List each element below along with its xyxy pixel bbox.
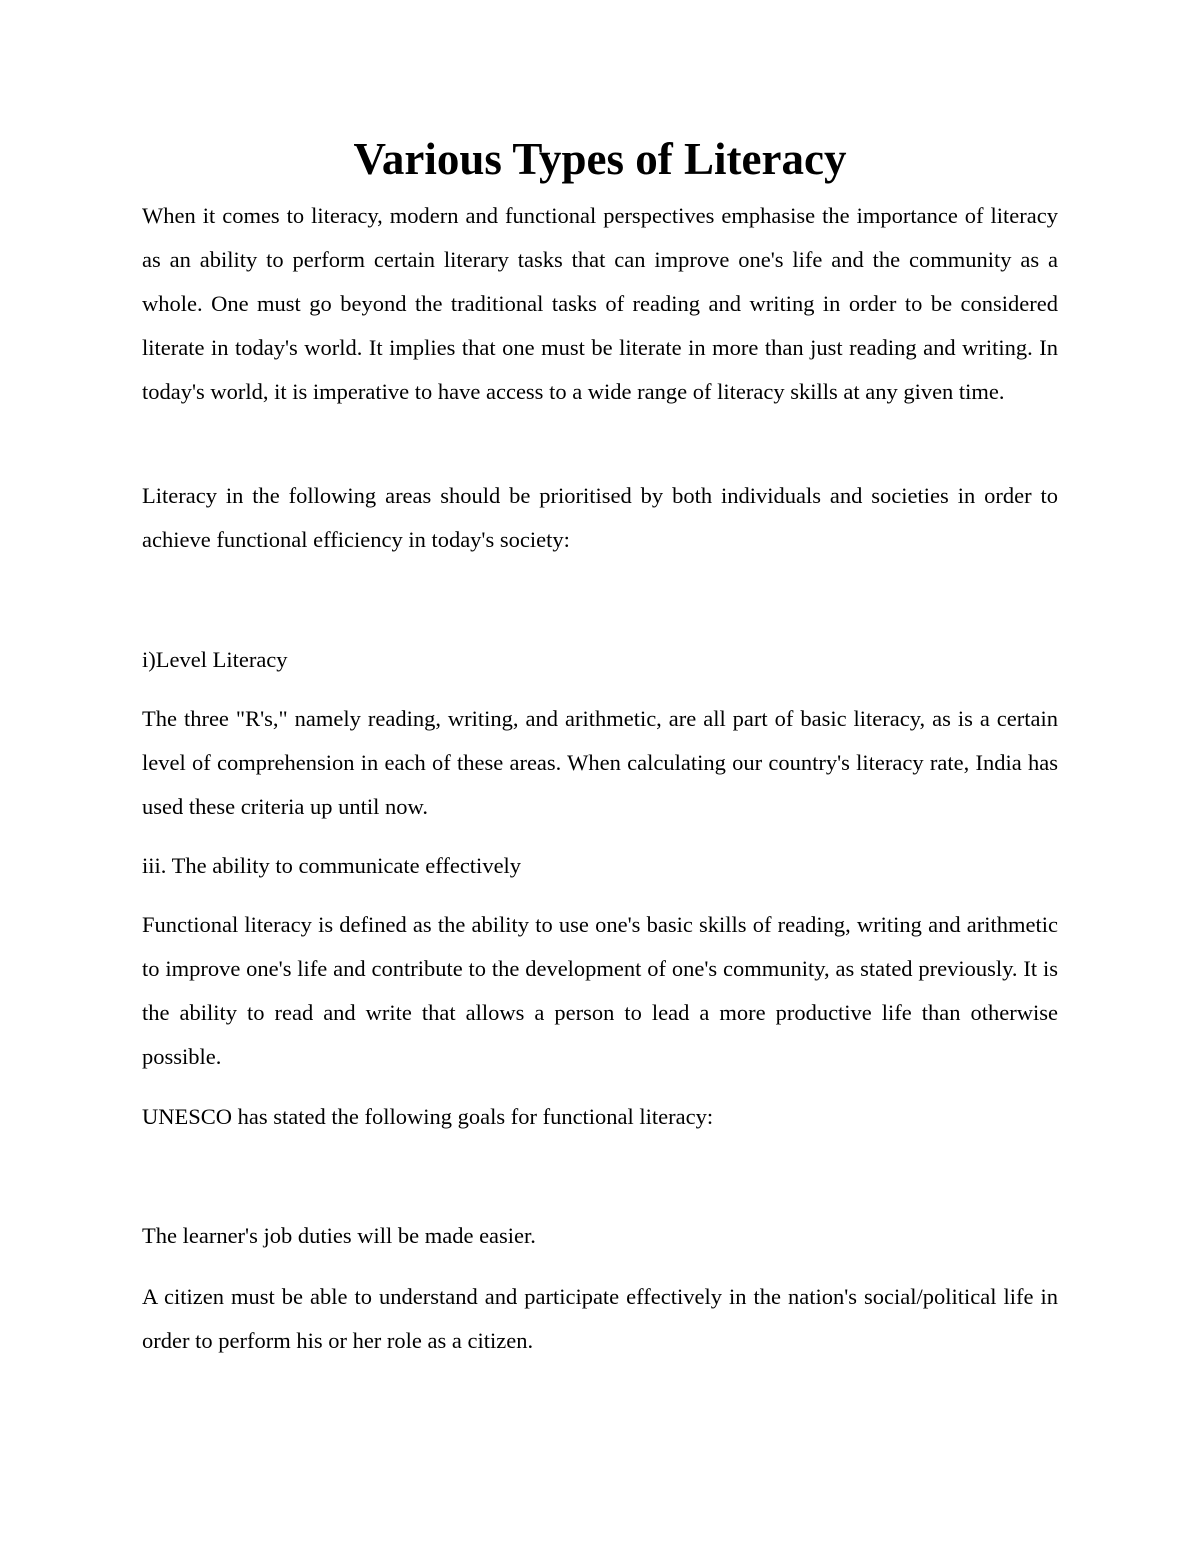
paragraph-job-duties: The learner's job duties will be made easier. (142, 1223, 536, 1248)
heading-communicate: iii. The ability to communicate effectively (142, 853, 522, 878)
paragraph-functional-literacy: Functional literacy is defined as the ability to use one's basic skills of reading, writing and arithmetic to improve one's life and contribute to the development of one's community, as stated previously. It is the ability to read and write that allows a person to lead a more productive life than otherwise possible. (142, 912, 1058, 1069)
paragraph-citizen: A citizen must be able to understand and participate effectively in the nation's social/political life in order to perform his or her role as a citizen. (142, 1284, 1058, 1353)
paragraph-basic-literacy: The three "R's," namely reading, writing, and arithmetic, are all part of basic literacy, as is a certain level of comprehension in each of these areas. When calculating our country's literacy rate, India has used these criteria up until now. (142, 706, 1058, 819)
paragraph-priorities: Literacy in the following areas should be prioritised by both individuals and societies in order to achieve functional efficiency in today's society: (142, 483, 1058, 552)
paragraph-intro: When it comes to literacy, modern and functional perspectives emphasise the importance of literacy as an ability to perform certain literary tasks that can improve one's life and the community as a whole. One must go beyond the traditional tasks of reading and writing in order to be considered literate in today's world. It implies that one must be literate in more than just reading and writing. In today's world, it is imperative to have access to a wide range of literacy skills at any given time. (142, 203, 1058, 404)
paragraph-unesco: UNESCO has stated the following goals for functional literacy: (142, 1104, 714, 1129)
heading-level-literacy: i)Level Literacy (142, 647, 288, 672)
document-title: Various Types of Literacy (353, 134, 847, 184)
